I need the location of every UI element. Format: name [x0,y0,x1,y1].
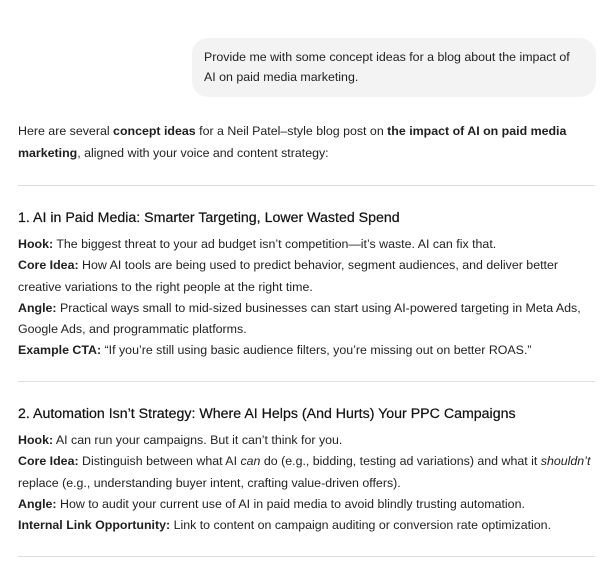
label: Angle: [18,496,57,511]
user-message-text: Provide me with some concept ideas for a blog about the impact of AI on paid media marketing. [204,50,570,84]
label: Internal Link Opportunity: [18,518,171,533]
value: How AI tools are being used to predict behavior, segment audiences, and deliver better creative variations to the right people at the right time. [18,258,558,294]
value: Practical ways small to mid-sized businesses can start using AI-powered targeting in Meta Ads, Google Ads, and programmatic platforms. [18,300,581,337]
value: “If you’re still using basic audience filters, you’re missing out on better ROAS.” [101,343,532,358]
label: Example CTA: [18,343,102,358]
label: Hook: [18,433,54,447]
cta-line [18,340,595,361]
intro-text: Here are several [18,124,114,138]
concept-heading: 1. AI in Paid Media: Smarter Targeting, Lower Wasted Spend [18,210,400,226]
core-idea-line [18,255,595,298]
intro-bold: concept ideas [113,124,196,138]
core-idea-line [18,451,595,494]
assistant-intro [18,121,595,164]
divider [18,381,595,382]
intro-text: , aligned with your voice and content strategy: [77,145,329,160]
emphasis: can [240,454,261,469]
divider [18,185,595,186]
label: Angle: [18,300,57,315]
user-message-bubble [192,38,596,97]
concept-section-1 [18,208,595,362]
value: Distinguish between what AI [78,454,241,469]
value: The biggest threat to your ad budget isn’t competition—it’s waste. AI can fix that. [53,237,497,251]
angle-line [18,298,595,341]
concept-section-2 [18,404,595,536]
intro-bold: the impact of AI on paid media marketing [18,124,567,160]
value: Link to content on campaign auditing or conversion rate optimization. [170,518,552,533]
label: Core Idea: [18,258,79,273]
hook-line [18,430,595,451]
value: do (e.g., bidding, testing ad variations) and what it [260,454,541,469]
value: replace (e.g., understanding buyer intent, crafting value-driven offers). [18,475,401,490]
emphasis: shouldn’t [540,454,591,469]
value: How to audit your current use of AI in paid media to avoid blindly trusting automation. [56,496,525,511]
angle-line [18,494,595,515]
intro-text: for a Neil Patel–style blog post on [195,124,388,138]
divider [18,556,595,557]
label: Hook: [18,237,54,251]
concept-heading: 2. Automation Isn’t Strategy: Where AI Helps (And Hurts) Your PPC Campaigns [18,406,516,422]
value: AI can run your campaigns. But it can’t think for you. [53,433,343,447]
hook-line [18,234,595,255]
label: Core Idea: [18,454,79,469]
internal-link-line [18,515,595,536]
